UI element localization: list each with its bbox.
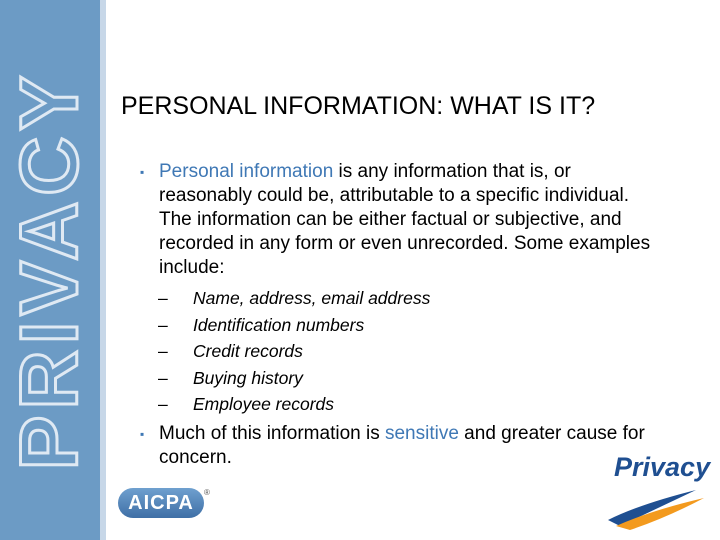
square-bullet-icon: ▪ <box>140 426 145 441</box>
list-item <box>158 365 660 392</box>
bullet-text-1 <box>159 160 660 280</box>
highlight-sensitive: sensitive <box>384 422 459 444</box>
bullet-2-after: and greater cause for concern. <box>159 422 645 468</box>
privacy-vertical-word: PRIVACY <box>4 69 95 471</box>
dash-icon: – <box>158 341 168 361</box>
dash-icon: – <box>158 367 168 388</box>
privacy-logo <box>600 446 710 530</box>
privacy-logo-word: Privacy <box>614 452 711 482</box>
example-text: Name, address, email address <box>193 288 431 308</box>
dash-icon: – <box>158 314 168 335</box>
example-text: Credit records <box>193 341 303 361</box>
bullet-1-body: is any information that is, or reasonably could be, attributable to a specific individual. The information can be either factual or subjective, and recorded in any form or even unrecorded. Some examples include: <box>159 161 651 278</box>
aicpa-logo: AICPA <box>118 488 204 518</box>
list-item <box>158 285 660 312</box>
slide-content <box>140 160 660 470</box>
bullet-item-1 <box>140 160 660 280</box>
example-text: Buying history <box>193 367 303 388</box>
example-text: Employee records <box>193 394 335 414</box>
registered-mark: ® <box>204 488 210 497</box>
dash-icon: – <box>158 394 168 414</box>
square-bullet-icon: ▪ <box>140 165 145 179</box>
bullet-item-2 <box>140 422 660 470</box>
bullet-text-2 <box>159 422 660 470</box>
list-item <box>158 312 660 339</box>
sidebar-panel <box>0 0 100 540</box>
examples-list <box>140 285 660 418</box>
slide-title: PERSONAL INFORMATION: WHAT IS IT? <box>121 92 596 120</box>
example-text: Identification numbers <box>193 314 365 335</box>
dash-icon: – <box>158 288 168 308</box>
sidebar-edge <box>100 0 106 540</box>
bullet-2-before: Much of this information is <box>159 422 385 444</box>
list-item <box>158 338 660 365</box>
list-item <box>158 391 660 418</box>
highlight-personal-information: Personal information <box>159 161 334 182</box>
